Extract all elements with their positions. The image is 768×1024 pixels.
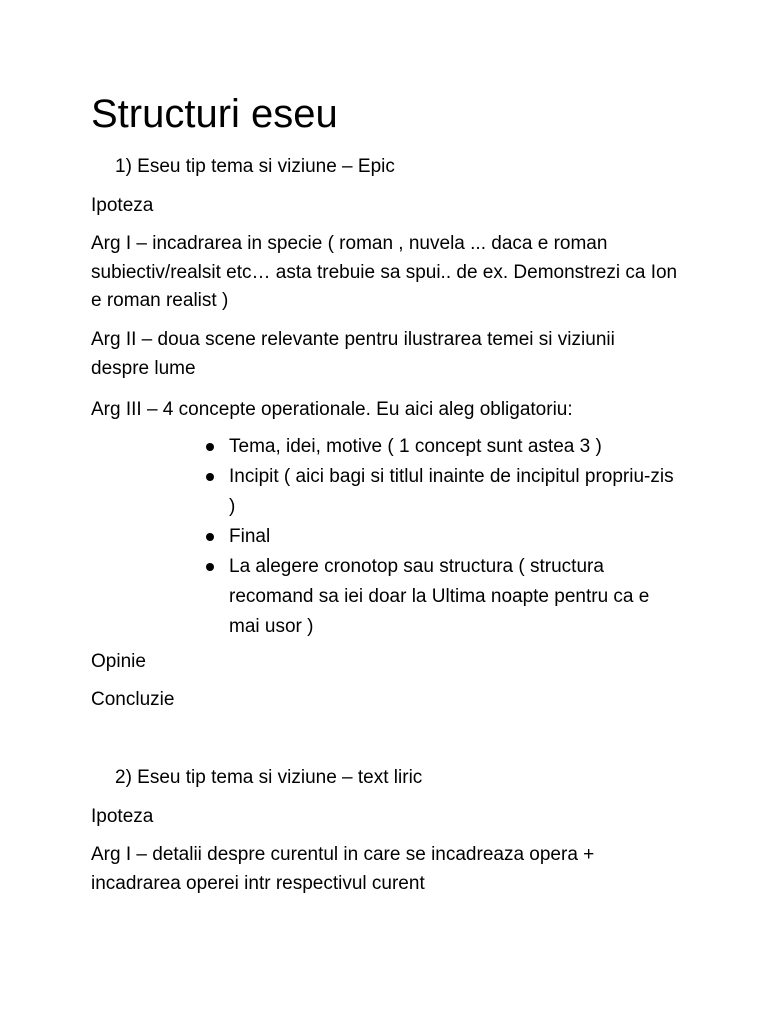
section-2-arg-1: Arg I – detalii despre curentul in care se incadreaza opera + incadrarea operei intr respectivul curent bbox=[91, 844, 595, 894]
bullet-icon bbox=[206, 473, 214, 481]
section-1-ipoteza: Ipoteza bbox=[91, 195, 154, 216]
bullet-icon bbox=[206, 563, 214, 571]
section-1-concluzie: Concluzie bbox=[91, 689, 175, 710]
concept-list-item bbox=[204, 552, 674, 642]
concept-text: Tema, idei, motive ( 1 concept sunt astea 3 ) bbox=[229, 436, 602, 457]
section-1-heading: 1) Eseu tip tema si viziune – Epic bbox=[115, 156, 395, 177]
section-1-arg-1: Arg I – incadrarea in specie ( roman , nuvela ... daca e roman subiectiv/realsit etc… asta trebuie sa spui.. de ex. Demonstrezi ca Ion e roman realist ) bbox=[91, 233, 678, 311]
concept-text: Incipit ( aici bagi si titlul inainte de incipitul propriu-zis ) bbox=[229, 466, 674, 517]
concept-list-item bbox=[204, 432, 674, 462]
section-2-ipoteza: Ipoteza bbox=[91, 806, 154, 827]
concepts-list bbox=[204, 432, 674, 642]
bullet-icon bbox=[206, 443, 214, 451]
concept-list-item bbox=[204, 522, 674, 552]
concept-list-item bbox=[204, 462, 674, 522]
bullet-icon bbox=[206, 533, 214, 541]
section-1-arg-2: Arg II – doua scene relevante pentru ilustrarea temei si viziunii despre lume bbox=[91, 329, 615, 379]
section-1-opinie: Opinie bbox=[91, 651, 146, 672]
section-2-heading: 2) Eseu tip tema si viziune – text liric bbox=[115, 767, 423, 788]
document-title: Structuri eseu bbox=[91, 92, 338, 136]
concept-text: La alegere cronotop sau structura ( structura recomand sa iei doar la Ultima noapte pentru ca e mai usor ) bbox=[229, 556, 650, 637]
section-1-arg-3: Arg III – 4 concepte operationale. Eu aici aleg obligatoriu: bbox=[91, 399, 573, 420]
concept-text: Final bbox=[229, 526, 271, 547]
